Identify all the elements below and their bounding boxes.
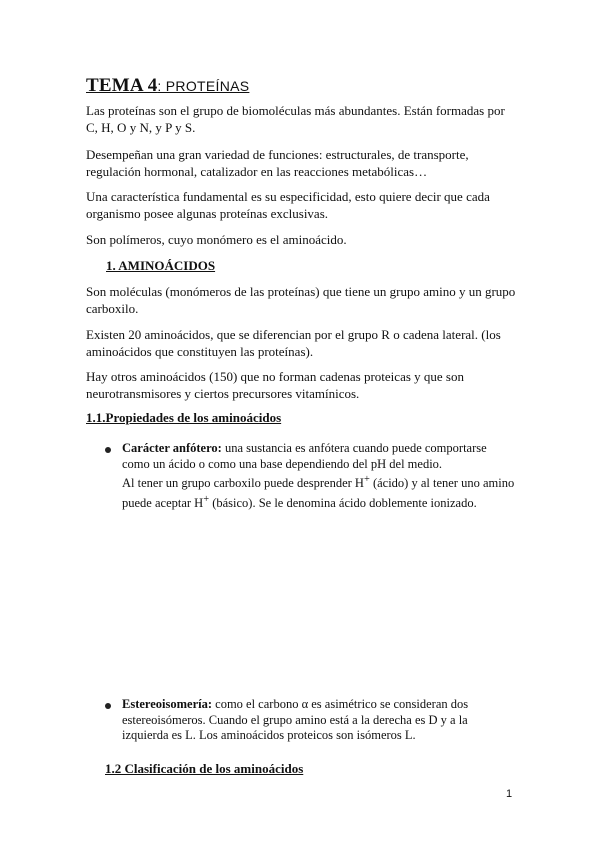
superscript-plus: + xyxy=(363,474,370,485)
bullet-icon xyxy=(105,703,111,709)
intro-paragraph: Desempeñan una gran variedad de funciones: estructurales, de transporte, regulación hormonal, catalizador en las reacciones metabólicas… xyxy=(86,147,469,179)
bullet-anfotero xyxy=(122,441,517,511)
section-paragraph: Hay otros aminoácidos (150) que no forman cadenas proteicas y que son neurotransmisores y ciertos precursores vitamínicos. xyxy=(86,369,464,401)
bullet-term: Estereoisomería: xyxy=(122,697,213,711)
page-title xyxy=(86,75,249,97)
section-heading-aminoacidos: 1. AMINOÁCIDOS xyxy=(106,258,216,273)
intro-paragraph: Una característica fundamental es su especificidad, esto quiere decir que cada organismo posee algunas proteínas exclusivas. xyxy=(86,189,490,221)
bullet-detail: Al tener un grupo carboxilo puede desprender H xyxy=(122,476,364,491)
bullet-estereoisomeria xyxy=(122,697,517,744)
bullet-icon xyxy=(105,447,111,453)
page-number: 1 xyxy=(506,788,513,800)
section-paragraph: Son moléculas (monómeros de las proteínas) que tiene un grupo amino y un grupo carboxilo. xyxy=(86,284,516,316)
intro-paragraph: Son polímeros, cuyo monómero es el aminoácido. xyxy=(86,232,347,247)
bullet-description: una sustancia es anfótera cuando puede comportarse como un ácido o como una base dependiendo del pH del medio. xyxy=(122,441,487,471)
subsection-heading-clasificacion: 1.2 Clasificación de los aminoácidos xyxy=(105,761,304,776)
bullet-description: como el carbono α es asimétrico se consideran dos estereoisómeros. Cuando el grupo amino está a la derecha es D y a la izquierda es L. Los aminoácidos proteicos son isómeros L. xyxy=(122,697,469,742)
intro-paragraph: Las proteínas son el grupo de biomoléculas más abundantes. Están formadas por C, H, O y N, y P y S. xyxy=(86,103,505,135)
title-main: TEMA 4 xyxy=(86,75,158,96)
section-paragraph: Existen 20 aminoácidos, que se diferencian por el grupo R o cadena lateral. (los aminoácidos que constituyen las proteínas). xyxy=(86,327,501,359)
subsection-heading-propiedades: 1.1.Propiedades de los aminoácidos xyxy=(86,410,282,425)
title-subtitle: : PROTEÍNAS xyxy=(157,78,250,94)
superscript-plus: + xyxy=(203,493,210,505)
bullet-detail: (ácido) y al tener uno amino puede aceptar H xyxy=(122,476,515,510)
bullet-detail: (básico). Se le denomina ácido doblemente ionizado. xyxy=(209,495,477,510)
bullet-term: Carácter anfótero: xyxy=(122,441,222,455)
